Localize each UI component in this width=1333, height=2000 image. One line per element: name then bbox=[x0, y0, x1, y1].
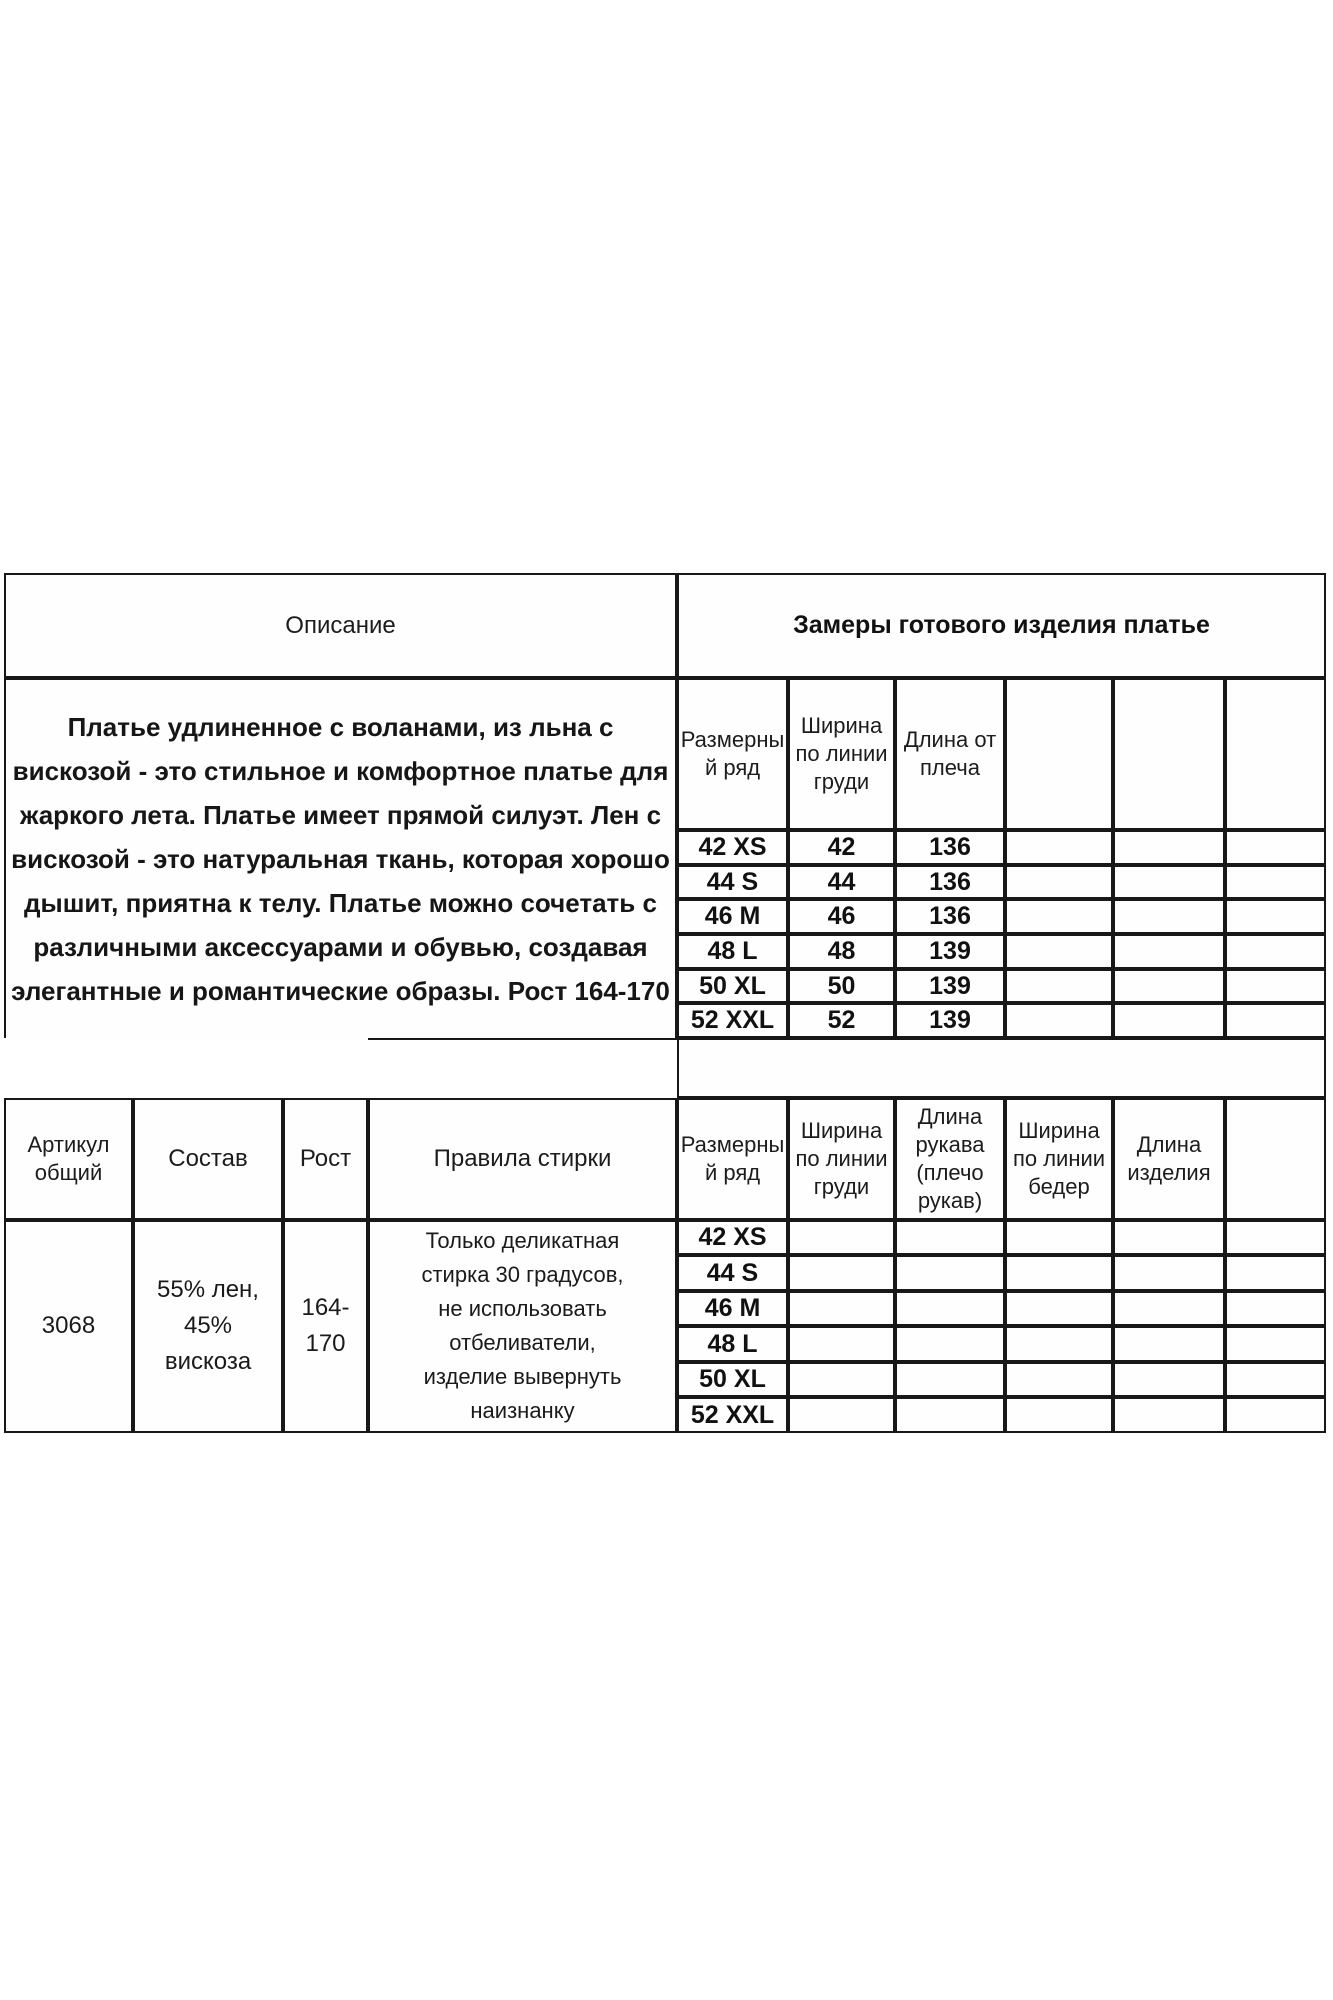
empty-cell bbox=[1113, 1291, 1225, 1327]
empty-cell bbox=[788, 1220, 895, 1256]
empty-cell bbox=[1113, 1362, 1225, 1398]
length-value-cell: 139 bbox=[895, 934, 1005, 969]
size-cell: 52 XXL bbox=[677, 1003, 788, 1038]
empty-cell bbox=[1113, 830, 1225, 865]
empty-cell bbox=[788, 1362, 895, 1398]
empty-cell bbox=[1005, 865, 1113, 900]
size-cell: 42 XS bbox=[677, 830, 788, 865]
empty-cell bbox=[1113, 1220, 1225, 1256]
empty-cell bbox=[1113, 1397, 1225, 1433]
empty-cell bbox=[895, 1326, 1005, 1362]
empty-cell bbox=[1005, 1397, 1113, 1433]
size-cell: 42 XS bbox=[677, 1220, 788, 1256]
size-cell: 52 XXL bbox=[677, 1397, 788, 1433]
description-text-cell: Платье удлиненное с воланами, из льна с вискозой - это стильное и комфортное платье для жаркого лета. Платье имеет прямой силуэт. Лен с вискозой - это натуральная ткань, которая хорошо дышит, приятна к телу. Платье можно сочетать с различными аксессуарами и обувью, создавая элегантные и романтические образы. Рост 164-170 bbox=[4, 678, 677, 1038]
empty-cell bbox=[788, 1397, 895, 1433]
size-column-header: Размерны й ряд bbox=[677, 1098, 788, 1220]
empty-cell bbox=[1005, 1291, 1113, 1327]
length-value-cell: 139 bbox=[895, 1003, 1005, 1038]
chest-value-cell: 44 bbox=[788, 865, 895, 900]
empty-cell bbox=[1225, 865, 1326, 900]
measurements-section-header: Замеры готового изделия платье bbox=[677, 573, 1326, 678]
washing-rules-column-header: Правила стирки bbox=[368, 1098, 677, 1220]
empty-cell bbox=[1005, 1362, 1113, 1398]
size-cell: 46 M bbox=[677, 1291, 788, 1327]
sleeve-length-column-header: Длина рукава (плечо рукав) bbox=[895, 1098, 1005, 1220]
size-cell: 46 M bbox=[677, 899, 788, 934]
chest-value-cell: 50 bbox=[788, 969, 895, 1004]
empty-cell bbox=[1225, 934, 1326, 969]
hip-width-column-header: Ширина по линии бедер bbox=[1005, 1098, 1113, 1220]
item-length-column-header: Длина изделия bbox=[1113, 1098, 1225, 1220]
spacer-band-right bbox=[677, 1038, 1326, 1098]
empty-cell bbox=[1113, 899, 1225, 934]
length-value-cell: 136 bbox=[895, 899, 1005, 934]
size-cell: 44 S bbox=[677, 1255, 788, 1291]
empty-cell bbox=[1005, 1003, 1113, 1038]
chest-value-cell: 42 bbox=[788, 830, 895, 865]
chest-value-cell: 52 bbox=[788, 1003, 895, 1038]
empty-cell bbox=[1005, 969, 1113, 1004]
empty-cell bbox=[1005, 899, 1113, 934]
empty-cell bbox=[1225, 1255, 1326, 1291]
empty-cell bbox=[895, 1255, 1005, 1291]
chest-width-column-header: Ширина по линии груди bbox=[788, 1098, 895, 1220]
empty-cell bbox=[1005, 1220, 1113, 1256]
empty-cell bbox=[788, 1291, 895, 1327]
empty-cell bbox=[1225, 899, 1326, 934]
size-cell: 48 L bbox=[677, 934, 788, 969]
article-column-header: Артикул общий bbox=[4, 1098, 133, 1220]
article-value-cell: 3068 bbox=[4, 1220, 133, 1433]
length-value-cell: 139 bbox=[895, 969, 1005, 1004]
empty-cell bbox=[1225, 1326, 1326, 1362]
empty-cell bbox=[1005, 1326, 1113, 1362]
size-cell: 44 S bbox=[677, 865, 788, 900]
empty-cell bbox=[1225, 1003, 1326, 1038]
empty-cell bbox=[1225, 1362, 1326, 1398]
empty-column-header bbox=[1005, 678, 1113, 830]
shoulder-length-column-header: Длина от плеча bbox=[895, 678, 1005, 830]
composition-column-header: Состав bbox=[133, 1098, 283, 1220]
description-section-header: Описание bbox=[4, 573, 677, 678]
empty-cell bbox=[1225, 969, 1326, 1004]
chest-value-cell: 48 bbox=[788, 934, 895, 969]
empty-cell bbox=[788, 1255, 895, 1291]
size-column-header: Размерны й ряд bbox=[677, 678, 788, 830]
empty-cell bbox=[895, 1362, 1005, 1398]
empty-column-header bbox=[1225, 678, 1326, 830]
height-column-header: Рост bbox=[283, 1098, 368, 1220]
empty-cell bbox=[1005, 1255, 1113, 1291]
empty-cell bbox=[895, 1291, 1005, 1327]
spacer-band-left bbox=[4, 1038, 368, 1098]
empty-column-header bbox=[1113, 678, 1225, 830]
size-cell: 50 XL bbox=[677, 1362, 788, 1398]
empty-cell bbox=[1113, 1326, 1225, 1362]
empty-cell bbox=[1113, 969, 1225, 1004]
empty-cell bbox=[1113, 1255, 1225, 1291]
empty-cell bbox=[1113, 934, 1225, 969]
empty-cell bbox=[1005, 934, 1113, 969]
empty-cell bbox=[1225, 1220, 1326, 1256]
empty-cell bbox=[895, 1220, 1005, 1256]
empty-cell bbox=[1005, 830, 1113, 865]
empty-cell bbox=[1225, 1291, 1326, 1327]
empty-cell bbox=[1113, 1003, 1225, 1038]
empty-cell bbox=[1113, 865, 1225, 900]
chest-value-cell: 46 bbox=[788, 899, 895, 934]
empty-cell bbox=[1225, 830, 1326, 865]
length-value-cell: 136 bbox=[895, 830, 1005, 865]
empty-cell bbox=[895, 1397, 1005, 1433]
composition-value-cell: 55% лен, 45% вискоза bbox=[133, 1220, 283, 1433]
height-value-cell: 164-170 bbox=[283, 1220, 368, 1433]
size-cell: 48 L bbox=[677, 1326, 788, 1362]
spacer-band-middle bbox=[368, 1038, 677, 1098]
empty-cell bbox=[1225, 1397, 1326, 1433]
chest-width-column-header: Ширина по линии груди bbox=[788, 678, 895, 830]
empty-cell bbox=[788, 1326, 895, 1362]
length-value-cell: 136 bbox=[895, 865, 1005, 900]
product-spec-sheet bbox=[4, 573, 1326, 1433]
empty-column-header bbox=[1225, 1098, 1326, 1220]
size-cell: 50 XL bbox=[677, 969, 788, 1004]
washing-rules-value-cell: Только деликатная стирка 30 градусов, не использовать отбеливатели, изделие вывернуть наизнанку bbox=[368, 1220, 677, 1433]
